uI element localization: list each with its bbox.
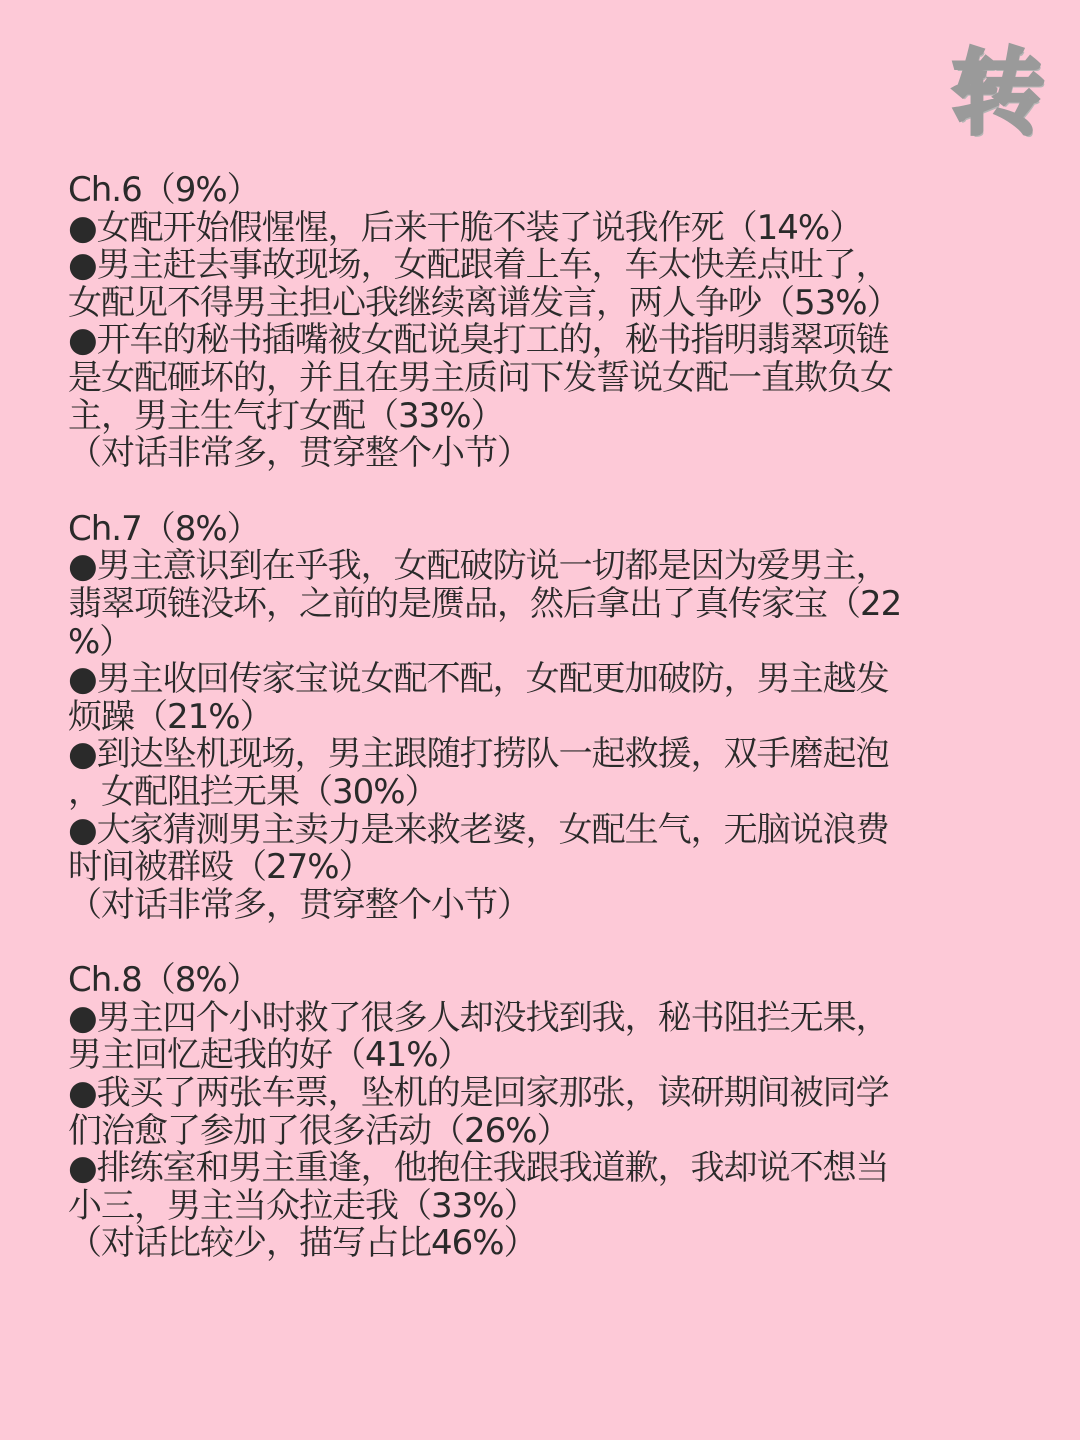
chapter-line: 烦躁（21%） (68, 696, 273, 737)
chapter-line: ，女配阻拦无果（30%） (68, 771, 438, 812)
chapter-list (68, 172, 1018, 1301)
chapter-8 (68, 962, 1018, 1263)
chapter-line: ●男主收回传家宝说女配不配，女配更加破防，男主越发 (68, 659, 889, 700)
chapter-title: Ch.8（8%） (68, 960, 260, 1001)
chapter-line: ●男主意识到在乎我，女配破防说一切都是因为爱男主， (68, 546, 889, 587)
chapter-line: ●到达坠机现场，男主跟随打捞队一起救援，双手磨起泡 (68, 734, 889, 775)
chapter-line: ●男主四个小时救了很多人却没找到我，秘书阻拦无果， (68, 997, 889, 1038)
chapter-line: 小三，男主当众拉走我（33%） (68, 1185, 537, 1226)
chapter-line: 们治愈了参加了很多活动（26%） (68, 1110, 570, 1151)
corner-watermark: 转 (951, 40, 1044, 147)
chapter-line: ●排练室和男主重逢，他抱住我跟我道歉，我却说不想当 (68, 1148, 889, 1189)
chapter-line: 翡翠项链没坏，之前的是赝品，然后拿出了真传家宝（22 (68, 583, 902, 624)
chapter-note: （对话非常多，贯穿整个小节） (68, 884, 530, 925)
chapter-title: Ch.6（9%） (68, 170, 260, 210)
chapter-line: ●男主赶去事故现场，女配跟着上车，车太快差点吐了， (68, 245, 889, 286)
chapter-title: Ch.7（8%） (68, 508, 260, 549)
chapter-line: 男主回忆起我的好（41%） (68, 1035, 471, 1076)
chapter-line: ●女配开始假惺惺，后来干脆不装了说我作死（14%） (68, 207, 863, 248)
chapter-7 (68, 508, 1018, 925)
chapter-line: ●大家猜测男主卖力是来救老婆，女配生气，无脑说浪费 (68, 809, 889, 850)
chapter-line: 时间被群殴（27%） (68, 847, 372, 888)
chapter-6 (68, 172, 1018, 473)
chapter-note: （对话非常多，贯穿整个小节） (68, 433, 530, 474)
chapter-line: ●我买了两张车票，坠机的是回家那张，读研期间被同学 (68, 1073, 889, 1114)
chapter-line: 主，男主生气打女配（33%） (68, 395, 504, 436)
chapter-line: %） (68, 621, 133, 662)
chapter-line: ●开车的秘书插嘴被女配说臭打工的，秘书指明翡翠项链 (68, 320, 889, 361)
chapter-line: 是女配砸坏的，并且在男主质问下发誓说女配一直欺负女 (68, 357, 893, 398)
chapter-line: 女配见不得男主担心我继续离谱发言，两人争吵（53%） (68, 282, 900, 323)
chapter-note: （对话比较少，描写占比46%） (68, 1223, 537, 1264)
